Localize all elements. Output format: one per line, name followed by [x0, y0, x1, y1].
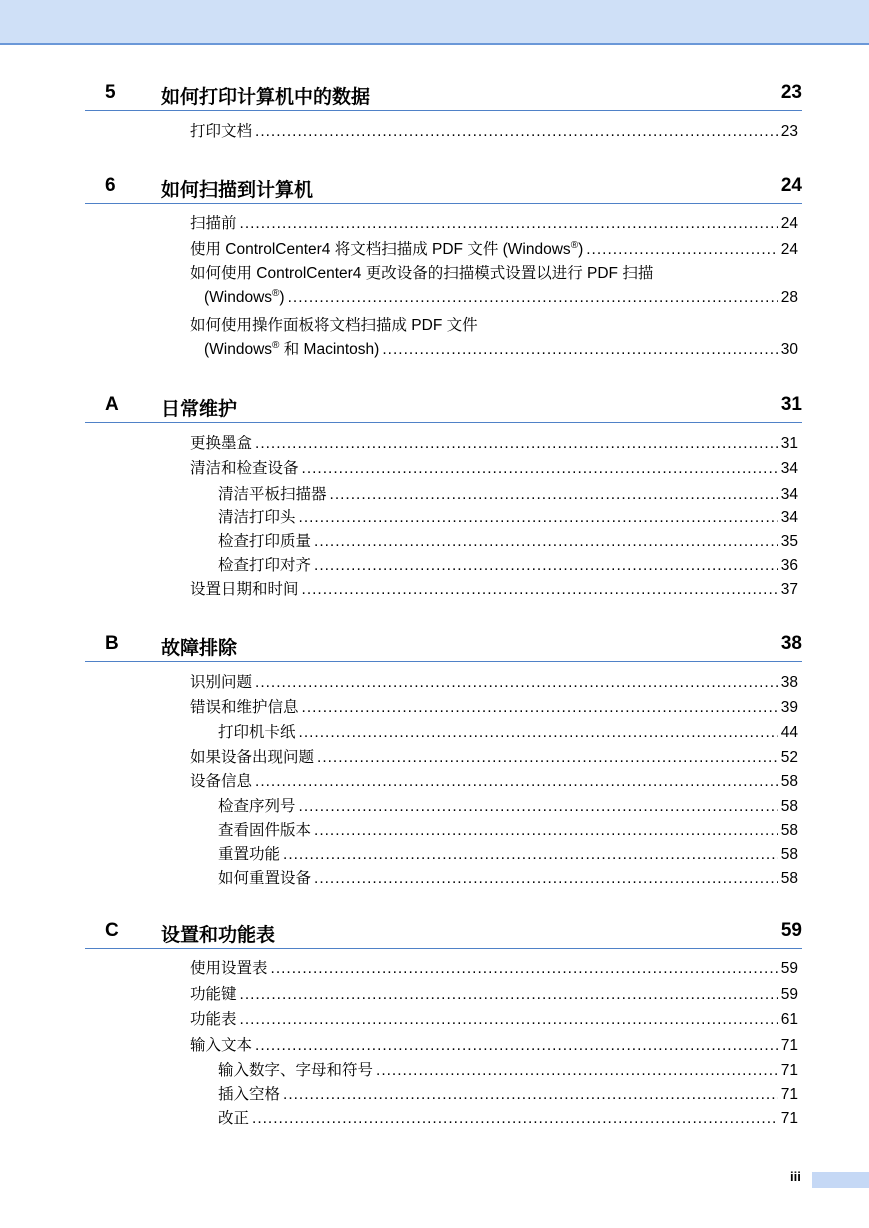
toc-subentry[interactable] [218, 821, 798, 841]
toc-entry-page: 58 [780, 870, 798, 887]
chapter-number: A [105, 394, 119, 415]
label-text: 和 Macintosh) [279, 341, 380, 358]
dot-leader [283, 845, 778, 865]
toc-entry-page: 59 [780, 960, 798, 977]
dot-leader [314, 821, 778, 841]
toc-entry-page: 38 [780, 674, 798, 691]
toc-entry-label: 识别问题 [190, 674, 253, 691]
page-tab [812, 1172, 869, 1188]
chapter-page: 24 [780, 175, 802, 196]
toc-entry[interactable] [190, 772, 798, 792]
chapter-number: C [105, 920, 119, 941]
chapter-number: B [105, 633, 119, 654]
label-text: (Windows [204, 341, 273, 358]
header-band [0, 0, 869, 45]
toc-entry-label: 打印机卡纸 [218, 724, 296, 741]
dot-leader [302, 459, 778, 479]
toc-entry[interactable] [190, 434, 798, 454]
toc-entry[interactable] [190, 580, 798, 600]
dot-leader [240, 1010, 778, 1030]
toc-entry-page: 52 [780, 749, 798, 766]
toc-entry-page: 58 [780, 846, 798, 863]
dot-leader [299, 723, 778, 743]
chapter-page: 38 [780, 633, 802, 654]
chapter-title[interactable]: 设置和功能表 [161, 925, 276, 946]
toc-entry-page: 34 [780, 509, 798, 526]
toc-entry[interactable] [190, 698, 798, 718]
toc-subentry[interactable] [218, 508, 798, 528]
toc-entry-page: 44 [780, 724, 798, 741]
toc-entry[interactable] [190, 459, 798, 479]
toc-entry-label: 输入文本 [190, 1037, 253, 1054]
toc-entry-label: 重置功能 [218, 846, 281, 863]
chapter-page: 59 [780, 920, 802, 941]
toc-entry-page: 58 [780, 798, 798, 815]
toc-entry-page: 61 [780, 1011, 798, 1028]
toc-entry-label: 清洁平板扫描器 [218, 486, 327, 503]
chapter-number: 5 [105, 82, 116, 103]
chapter-title[interactable]: 故障排除 [161, 638, 238, 659]
registered-mark: ® [272, 340, 280, 351]
label-text: (Windows [204, 289, 273, 306]
toc-entry[interactable] [190, 1010, 798, 1030]
chapter-number: 6 [105, 175, 116, 196]
dot-leader [382, 340, 777, 360]
toc-entry-page: 28 [780, 289, 798, 306]
dot-leader [314, 556, 778, 576]
toc-entry[interactable] [190, 1036, 798, 1056]
toc-subentry[interactable] [218, 556, 798, 576]
toc-entry-page: 37 [780, 581, 798, 598]
dot-leader [255, 772, 778, 792]
chapter-page: 31 [780, 394, 802, 415]
toc-entry-page: 31 [780, 435, 798, 452]
dot-leader [255, 1036, 778, 1056]
dot-leader [240, 985, 778, 1005]
dot-leader [255, 673, 778, 693]
toc-entry[interactable] [204, 288, 798, 308]
label-text: ) [578, 241, 584, 258]
toc-entry[interactable] [190, 959, 798, 979]
chapter-title[interactable]: 日常维护 [161, 399, 238, 420]
toc-entry[interactable] [190, 214, 798, 234]
toc-entry-page: 24 [780, 215, 798, 232]
page-number: iii [790, 1169, 801, 1184]
toc-entry-label: 改正 [218, 1110, 250, 1127]
toc-entry[interactable] [204, 340, 798, 360]
toc-entry-label: 更换墨盒 [190, 435, 253, 452]
toc-entry-page: 34 [780, 486, 798, 503]
toc-subentry[interactable] [218, 1061, 798, 1081]
dot-leader [299, 508, 778, 528]
toc-entry-page: 71 [780, 1086, 798, 1103]
toc-entry-label: 检查打印质量 [218, 533, 312, 550]
chapter-heading [85, 392, 802, 423]
toc-entry-label: 如何重置设备 [218, 870, 312, 887]
toc-entry-label: 扫描前 [190, 215, 237, 232]
dot-leader [255, 122, 778, 142]
toc-entry-label: 功能键 [190, 986, 237, 1003]
toc-entry-label: 如果设备出现问题 [190, 749, 315, 766]
dot-leader [302, 580, 778, 600]
registered-mark: ® [272, 288, 280, 299]
toc-subentry[interactable] [218, 869, 798, 889]
toc-subentry[interactable] [218, 1109, 798, 1129]
toc-entry-line[interactable]: 如何使用 ControlCenter4 更改设备的扫描模式设置以进行 PDF 扫描 [190, 265, 654, 282]
dot-leader [314, 532, 778, 552]
toc-entry-label: 打印文档 [190, 123, 253, 140]
toc-entry-page: 35 [780, 533, 798, 550]
chapter-page: 23 [780, 82, 802, 103]
toc-entry-page: 36 [780, 557, 798, 574]
toc-subentry[interactable] [218, 845, 798, 865]
dot-leader [586, 240, 778, 260]
toc-entry-page: 71 [780, 1037, 798, 1054]
toc-entry-label: 清洁和检查设备 [190, 460, 299, 477]
toc-entry-label: 设置日期和时间 [190, 581, 299, 598]
dot-leader [288, 288, 778, 308]
toc-entry[interactable] [190, 240, 798, 260]
toc-subentry[interactable] [218, 485, 798, 505]
toc-entry-page: 39 [780, 699, 798, 716]
toc-entry-page: 34 [780, 460, 798, 477]
toc-entry-page: 59 [780, 986, 798, 1003]
label-text: 使用 ControlCenter4 将文档扫描成 PDF 文件 (Windows [190, 241, 571, 258]
toc-entry-page: 58 [780, 822, 798, 839]
toc-entry-page: 24 [780, 241, 798, 258]
label-text: ) [279, 289, 285, 306]
dot-leader [314, 869, 778, 889]
chapter-heading [85, 631, 802, 662]
toc-entry-page: 30 [780, 341, 798, 358]
toc-entry-label [204, 288, 285, 308]
toc-entry-label: 插入空格 [218, 1086, 281, 1103]
toc-entry-label: 功能表 [190, 1011, 237, 1028]
dot-leader [240, 214, 778, 234]
dot-leader [317, 748, 778, 768]
toc-entry-label: 设备信息 [190, 773, 253, 790]
toc-entry-label: 查看固件版本 [218, 822, 312, 839]
toc-entry-line[interactable]: 如何使用操作面板将文档扫描成 PDF 文件 [190, 317, 478, 334]
toc-entry-page: 71 [780, 1062, 798, 1079]
dot-leader [302, 698, 778, 718]
dot-leader [255, 434, 778, 454]
toc-entry-label [190, 240, 583, 260]
toc-entry-label: 输入数字、字母和符号 [218, 1062, 374, 1079]
dot-leader [283, 1085, 778, 1105]
toc-entry-page: 71 [780, 1110, 798, 1127]
dot-leader [271, 959, 778, 979]
toc-subentry[interactable] [218, 532, 798, 552]
toc-entry-label: 清洁打印头 [218, 509, 296, 526]
dot-leader [299, 797, 778, 817]
chapter-title[interactable]: 如何打印计算机中的数据 [161, 87, 371, 108]
registered-mark: ® [570, 240, 579, 251]
chapter-heading [85, 918, 802, 949]
toc-entry[interactable] [190, 673, 798, 693]
toc-entry-page: 23 [780, 123, 798, 140]
toc-entry[interactable] [190, 748, 798, 768]
toc-entry-label: 错误和维护信息 [190, 699, 299, 716]
toc-entry[interactable] [190, 985, 798, 1005]
chapter-heading [85, 80, 802, 111]
toc-entry-label: 使用设置表 [190, 960, 268, 977]
dot-leader [376, 1061, 778, 1081]
toc-entry-label [204, 340, 379, 360]
toc-subentry[interactable] [218, 797, 798, 817]
toc-subentry[interactable] [218, 1085, 798, 1105]
toc-entry[interactable] [190, 122, 798, 142]
toc-subentry[interactable] [218, 723, 798, 743]
toc-entry-label: 检查打印对齐 [218, 557, 312, 574]
dot-leader [252, 1109, 778, 1129]
toc-entry-page: 58 [780, 773, 798, 790]
chapter-title[interactable]: 如何扫描到计算机 [161, 180, 314, 201]
dot-leader [330, 485, 778, 505]
toc-entry-label: 检查序列号 [218, 798, 296, 815]
chapter-heading [85, 173, 802, 204]
